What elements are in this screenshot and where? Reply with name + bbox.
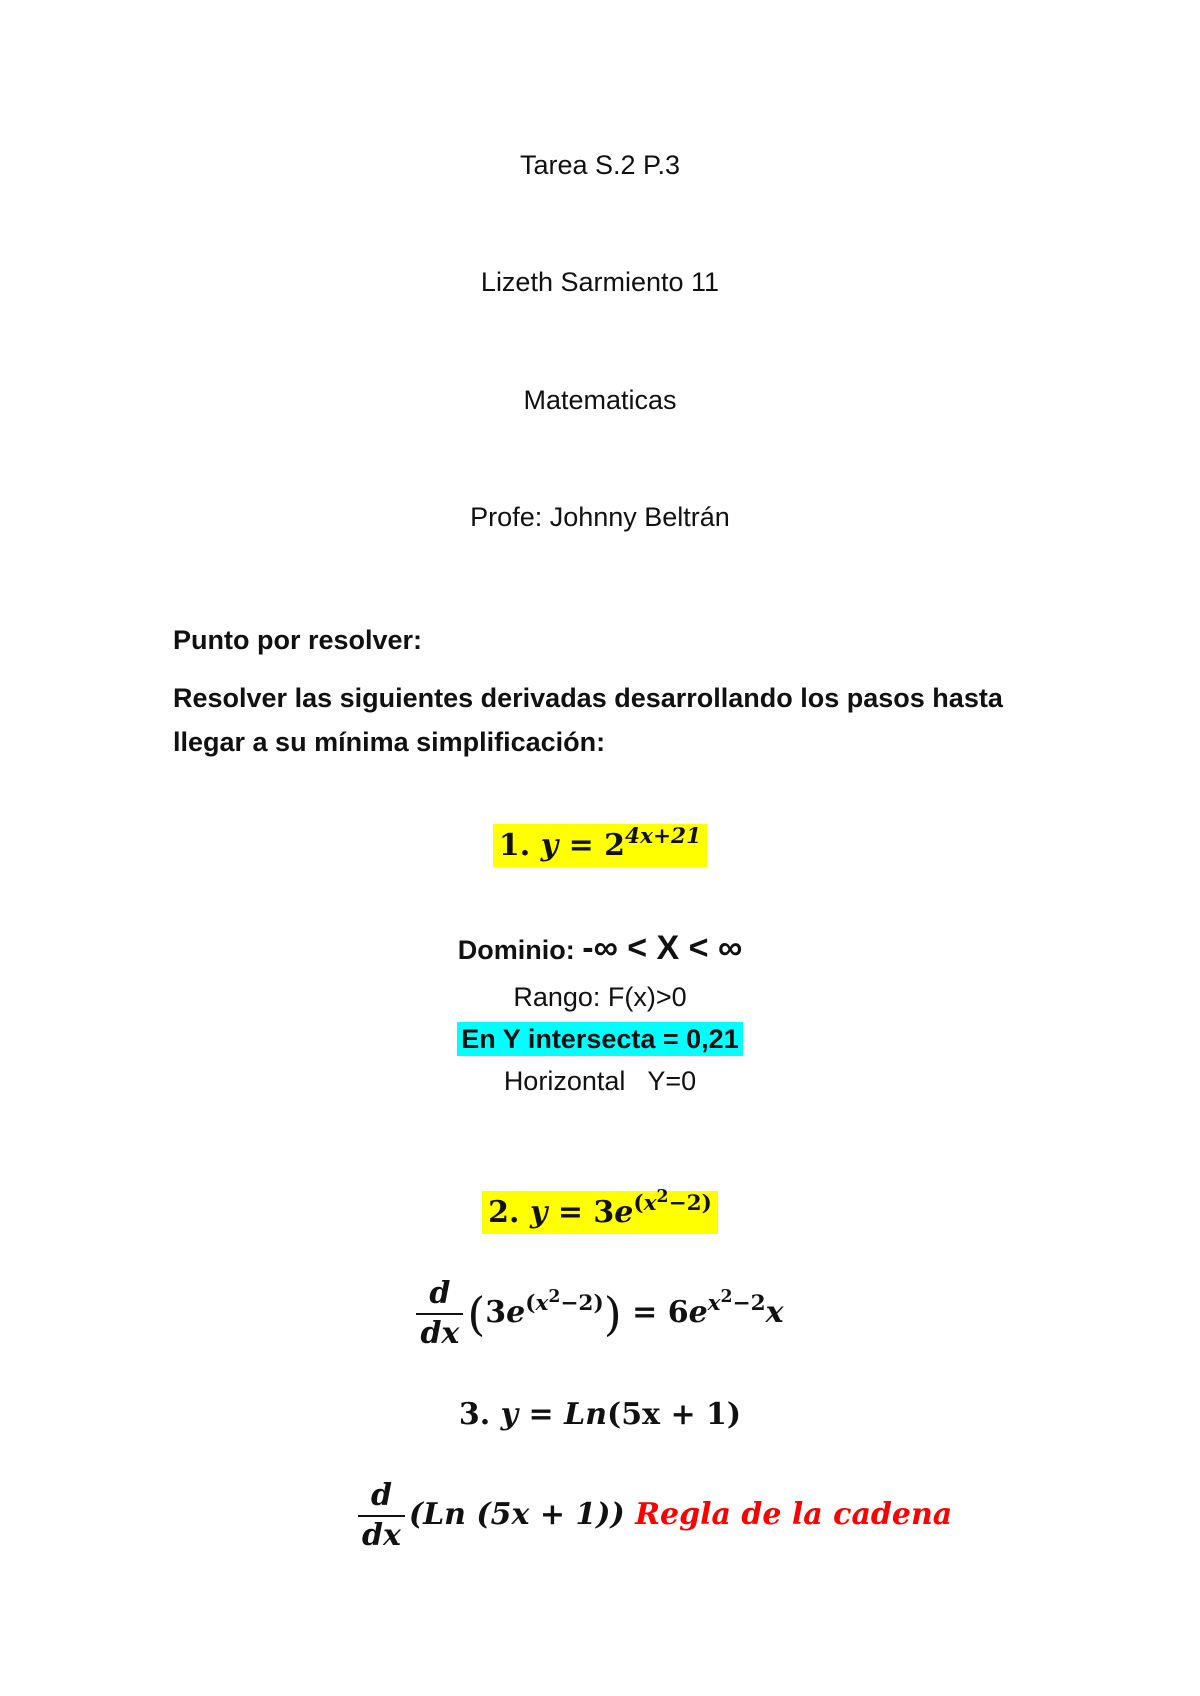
problem-1-range: Rango: F(x)>0 (513, 982, 687, 1012)
task-instruction-line1: Resolver las siguientes derivadas desarrollando los pasos hasta (173, 683, 1003, 713)
problem-1-y-intercept: En Y intersecta = 0,21 (0, 1022, 1200, 1056)
problem-1-domain: Dominio: -∞ < X < ∞ (457, 929, 743, 967)
student-name: Lizeth Sarmiento 11 (480, 267, 720, 297)
problem-2-highlight: 2. $y = 3e^{(x^2-2)}$ (482, 1191, 718, 1234)
domain-value: -∞ < X < ∞ (582, 929, 743, 967)
problem-2-derivative: $\frac{d}{dx}$ $(3e^{(x^2-2)}) = 6e^{x^2-2}x$ (0, 1268, 1200, 1358)
derivative-operator: $\frac{d}{dx}$ (358, 1477, 405, 1555)
problem-1-equation (0, 826, 1200, 866)
task-instruction-line2: llegar a su mínima simplificación: (173, 727, 606, 757)
task-label: Punto por resolver: (173, 625, 423, 655)
problem-2-equation (0, 1187, 1200, 1234)
chain-rule-note: Regla de la cadena (635, 1497, 953, 1532)
document-title: Tarea S.2 P.3 (519, 150, 681, 180)
problem-1-asymptote: Horizontal Y=0 (503, 1066, 697, 1096)
problem-1-highlight: 1. $y = 2^{4x+21}$ (493, 824, 707, 867)
problem-3-derivative: $\frac{d}{dx}$ (Ln (5x + 1)) Regla de la cadena (358, 1470, 952, 1560)
subject-name: Matematicas (523, 385, 677, 415)
teacher-name: Profe: Johnny Beltrán (470, 502, 730, 532)
derivative-operator: $\frac{d}{dx}$ (416, 1275, 463, 1353)
problem-3-equation: 3. y = Ln(5x + 1) (458, 1397, 742, 1432)
